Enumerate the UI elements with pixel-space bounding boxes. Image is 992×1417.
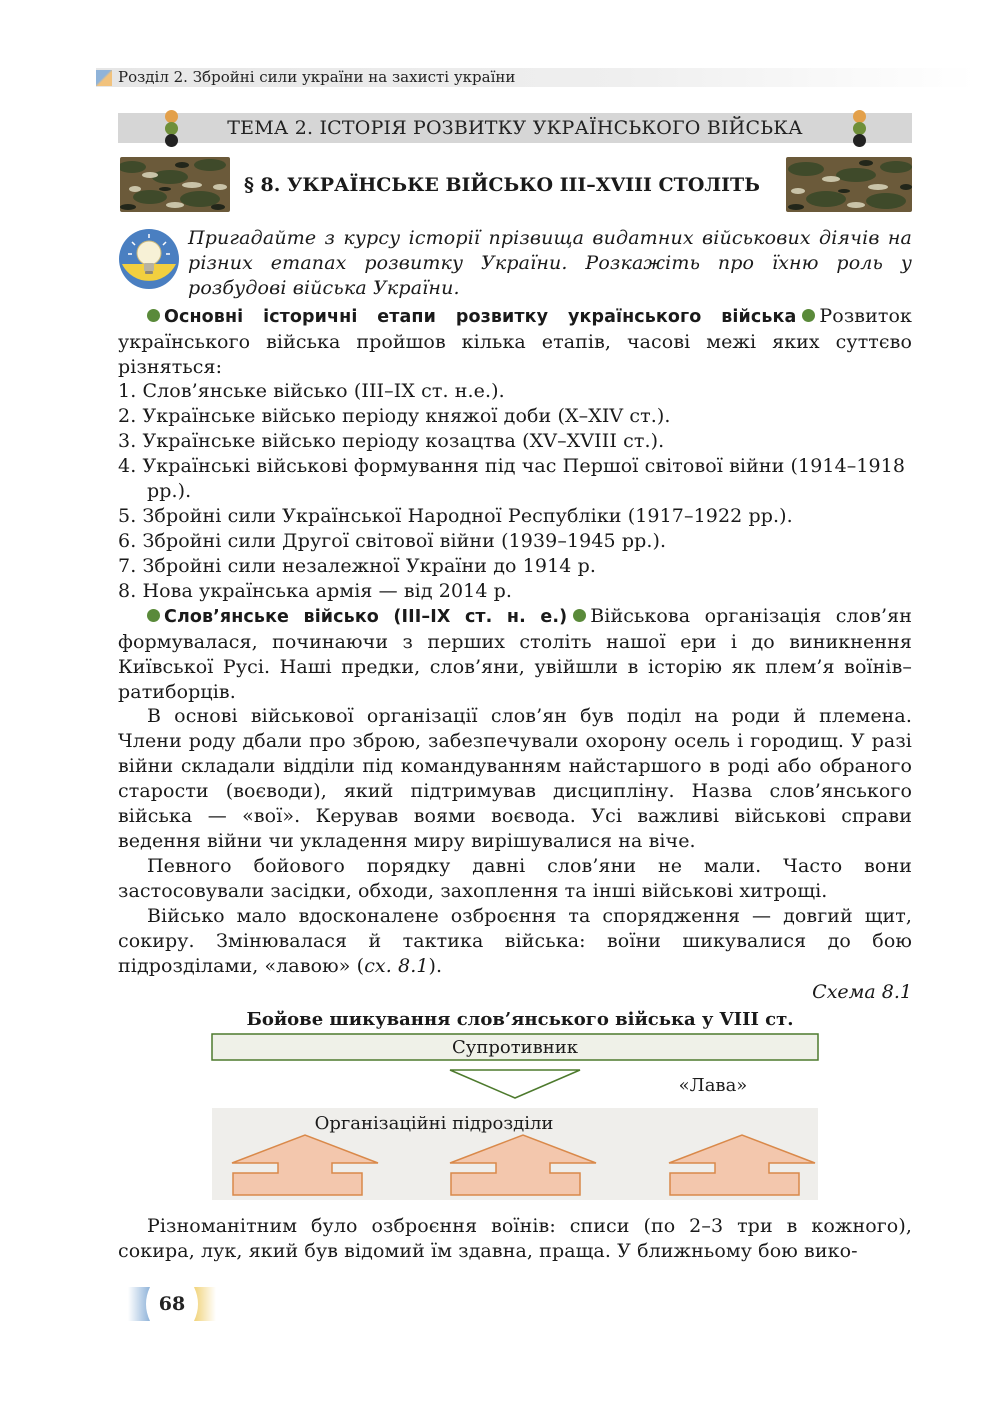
stages-paragraph — [118, 304, 912, 380]
lightbulb-icon — [118, 228, 180, 290]
slavic-paragraph-1 — [118, 604, 912, 705]
bullet-dot-icon — [802, 309, 815, 322]
lava-label: «Лава» — [678, 1075, 748, 1096]
running-header-text: Розділ 2. Збройні сили україни на захисті україни — [118, 68, 516, 86]
slavic-p4-text: Військо мало вдосконалене озброєння та спорядження — довгий щит, сокиру. Змінювалася й тактика війська: воїни шикувалися до бою підрозділами, «лавою» ( — [118, 905, 912, 977]
list-item: 5. Збройні сили Української Народної Республіки (1917–1922 рр.). — [118, 505, 793, 527]
list-item: 2. Українське військо періоду княжої доби (X–XIV ст.). — [118, 405, 671, 427]
camouflage-pattern-right — [786, 157, 912, 212]
slavic-paragraph-4 — [118, 904, 912, 979]
enemy-label: Супротивник — [451, 1037, 579, 1058]
slavic-paragraph-3: Певного бойового порядку давні слов’яни не мали. Часто вони застосовували засідки, обходи, захоплення та інші військові хитрощі. — [118, 855, 912, 902]
slavic-p1-text: Військова організація слов’ян формувалася, починаючи з перших століть нашої ери і до виникнення Київської Русі. Наші предки, слов’яни, увійшли в історію як плем’я воїнів–ратиборців. — [118, 605, 912, 703]
page-number: 68 — [158, 1293, 186, 1315]
stages-heading: Основні історичні етапи розвитку українського війська — [164, 307, 797, 327]
down-arrow-icon — [450, 1070, 580, 1098]
bullet-dot-icon — [573, 609, 586, 622]
weapons-paragraph: Різноманітним було озброєння воїнів: списи (по 2–3 три в кожного), сокира, лук, який був відомий їм здавна, праща. У ближньому бою вико- — [118, 1215, 912, 1262]
header-corner-mark — [96, 70, 112, 86]
schema-reference: сх. 8.1 — [364, 955, 429, 977]
stages-lead: Розвиток українського війська пройшов кілька етапів, часові межі яких суттєво різняться: — [118, 305, 912, 378]
units-label: Організаційні підрозділи — [314, 1113, 554, 1134]
topic-title: ТЕМА 2. ІСТОРІЯ РОЗВИТКУ УКРАЇНСЬКОГО ВІЙСЬКА — [227, 117, 803, 139]
schema-title: Бойове шикування слов’янського війська у VIII ст. — [246, 1009, 794, 1030]
battle-formation-diagram — [210, 1005, 822, 1205]
list-item: 8. Нова українська армія — від 2014 р. — [118, 580, 513, 602]
list-item: 6. Збройні сили Другої світової війни (1939–1945 рр.). — [118, 530, 667, 552]
bullet-dot-icon — [147, 609, 160, 622]
slavic-p4-end: ). — [428, 955, 443, 977]
list-item: 4. Українські військові формування під час Першої світової війни (1914–1918 рр.). — [118, 455, 906, 502]
slavic-paragraph-2: В основі військової організації слов’ян був поділ на роди й племена. Члени роду дбали про зброю, забезпечували охорону осель і городищ. У разі війни складали відділи під командуванням найстаршого в роді або обраного старости (воєводи), який підтримував дисципліну. Назва слов’янського війська — «вої». Керував воями воєвода. Усі важливі військові справи ведення війни чи укладення миру вирішувалися на віче. — [118, 705, 912, 852]
list-item: 1. Слов’янське військо (III–IX ст. н.е.). — [118, 380, 505, 402]
intro-question: Пригадайте з курсу історії прізвища видатних військових діячів на різних етапах розвитку України. Розкажіть про їхню роль у розбудові війська України. — [188, 227, 912, 299]
slavic-heading: Слов’янське військо (III–IX ст. н. е.) — [164, 607, 568, 627]
section-title: § 8. УКРАЇНСЬКЕ ВІЙСЬКО III–XVIII СТОЛІТЬ — [244, 174, 760, 196]
list-item: 7. Збройні сили незалежної України до 1914 р. — [118, 555, 596, 577]
camouflage-pattern-left — [120, 157, 230, 212]
schema-label: Схема 8.1 — [812, 981, 912, 1003]
stages-list — [118, 379, 912, 604]
bullet-dot-icon — [147, 309, 160, 322]
list-item: 3. Українське військо періоду козацтва (XV–XVIII ст.). — [118, 430, 665, 452]
